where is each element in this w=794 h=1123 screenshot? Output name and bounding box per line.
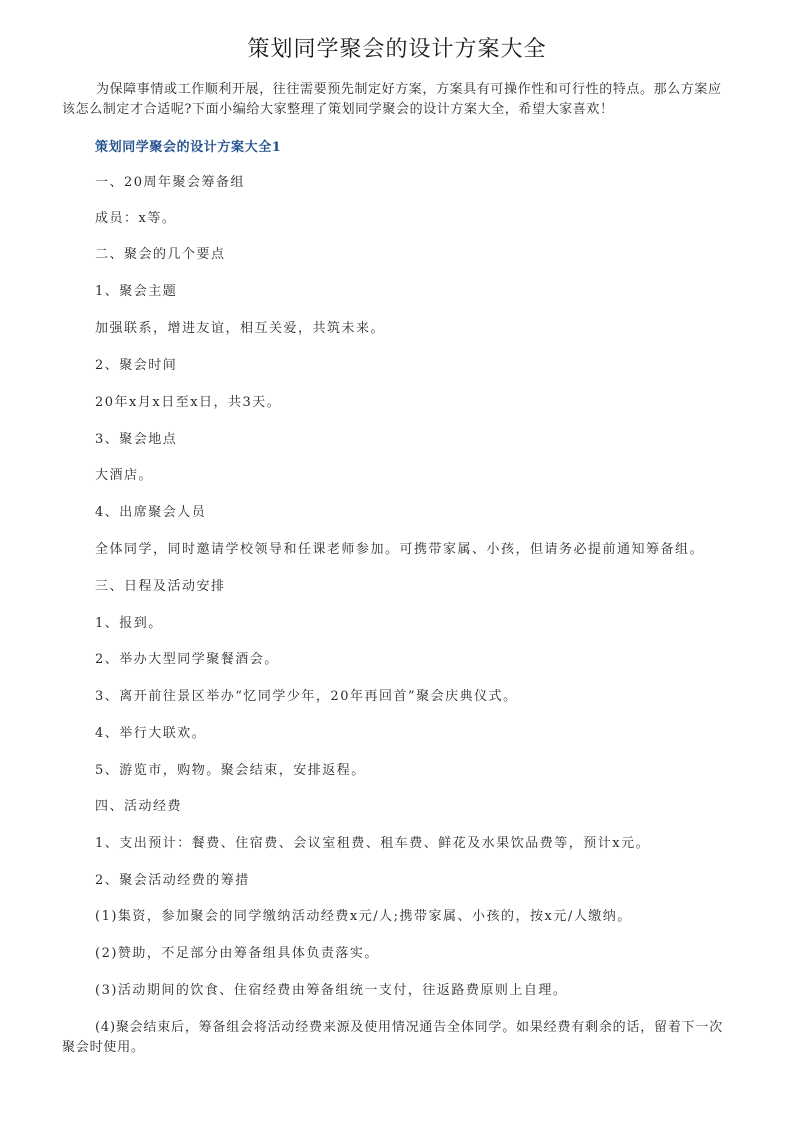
body-line: (2)赞助，不足部分由筹备组具体负责落实。 bbox=[95, 946, 379, 961]
body-line: 3、聚会地点 bbox=[95, 432, 178, 447]
body-line: 一、20周年聚会筹备组 bbox=[95, 175, 246, 190]
body-line: 1、聚会主题 bbox=[95, 284, 178, 299]
body-line: 4、出席聚会人员 bbox=[95, 505, 207, 520]
intro-paragraph: 为保障事情或工作顺利开展，往往需要预先制定好方案，方案具有可操作性和可行性的特点。那么方案应该怎么制定才合适呢?下面小编给大家整理了策划同学聚会的设计方案大全，希望大家喜欢！ bbox=[62, 82, 722, 117]
body-line: 1、报到。 bbox=[95, 616, 163, 631]
body-line: 5、游览市，购物。聚会结束，安排返程。 bbox=[95, 763, 366, 778]
body-line: 20年x月x日至x日，共3天。 bbox=[95, 395, 282, 410]
body-line: 四、活动经费 bbox=[95, 799, 183, 814]
body-line: 全体同学，同时邀请学校领导和任课老师参加。可携带家属、小孩，但请务必提前通知筹备组。 bbox=[95, 542, 705, 557]
body-line: 4、举行大联欢。 bbox=[95, 726, 207, 741]
body-line: 1、支出预计：餐费、住宿费、会议室租费、租车费、鲜花及水果饮品费等，预计x元。 bbox=[95, 836, 651, 851]
body-line: 加强联系，增进友谊，相互关爱，共筑未来。 bbox=[95, 321, 386, 336]
body-line: 3、离开前往景区举办“忆同学少年，20年再回首”聚会庆典仪式。 bbox=[95, 689, 518, 704]
body-line: (1)集资，参加聚会的同学缴纳活动经费x元/人;携带家属、小孩的，按x元/人缴纳。 bbox=[95, 909, 632, 924]
body-line: 大酒店。 bbox=[95, 468, 154, 483]
body-line: (3)活动期间的饮食、住宿经费由筹备组统一支付，往返路费原则上自理。 bbox=[95, 983, 568, 998]
body-line: 2、举办大型同学聚餐酒会。 bbox=[95, 652, 279, 667]
body-line: 2、聚会时间 bbox=[95, 358, 178, 373]
body-line: 三、日程及活动安排 bbox=[95, 579, 226, 594]
body-line: 2、聚会活动经费的筹措 bbox=[95, 873, 250, 888]
closing-paragraph: (4)聚会结束后，筹备组会将活动经费来源及使用情况通告全体同学。如果经费有剩余的话，留着下一次聚会时使用。 bbox=[62, 1020, 724, 1055]
body-line: 二、聚会的几个要点 bbox=[95, 247, 226, 262]
section-heading: 策划同学聚会的设计方案大全1 bbox=[95, 140, 282, 155]
body-line: 成员：x等。 bbox=[95, 211, 177, 226]
page-title: 策划同学聚会的设计方案大全 bbox=[247, 37, 547, 62]
